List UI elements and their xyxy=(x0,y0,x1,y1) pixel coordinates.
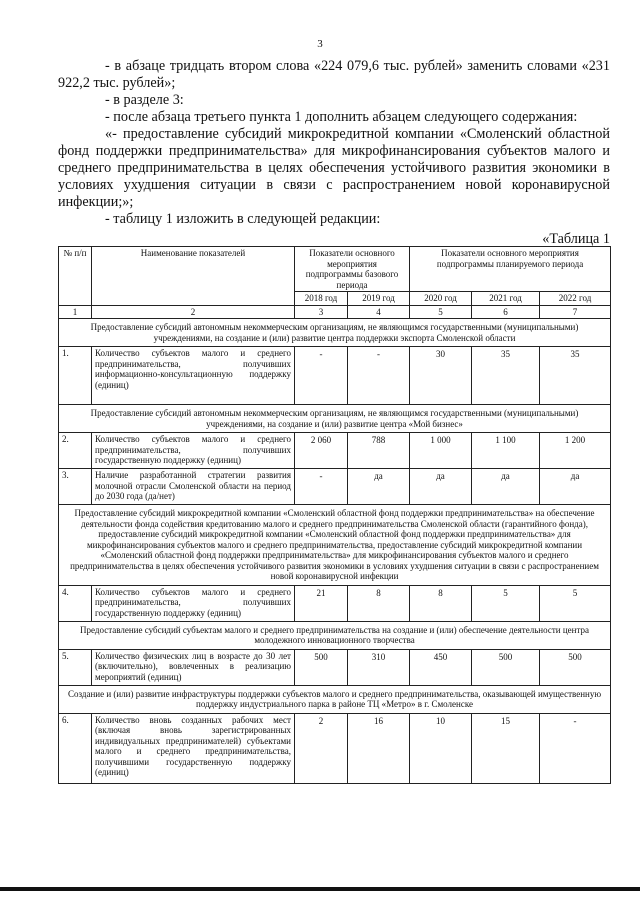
value-2019: 8 xyxy=(348,585,410,621)
value-2020: 10 xyxy=(410,713,472,783)
value-2020: 450 xyxy=(410,649,472,685)
value-2020: да xyxy=(410,469,472,505)
col-number: 7 xyxy=(540,305,611,319)
col-number: 5 xyxy=(410,305,472,319)
scan-edge-bar xyxy=(0,887,640,891)
value-2022: да xyxy=(540,469,611,505)
section-row xyxy=(59,505,611,586)
section-row xyxy=(59,685,611,713)
indicator-name: Количество субъектов малого и среднего предпринимательства, получивших государственную поддержку (единиц) xyxy=(92,433,295,469)
value-2022: 1 200 xyxy=(540,433,611,469)
section-title: Предоставление субсидий микрокредитной компании «Смоленский областной фонд поддержки предпринимательства» на обеспечение деятельности фонда содействия кредитованию малого и среднего предпринимательства Смоленской области (гарантийного фонда), предоставление субсидий микрокредитной компании «Смоленский областной фонд поддержки предпринимательства» для микрофинансирования субъектов малого и среднего предпринимательства, предоставление субсидий микрокредитной компании «Смоленский областной фонд поддержки предпринимательства» для микрофинансирования субъектов малого и среднего предпринимательства в целях обеспечения устойчивого развития экономики в условиях ухудшения ситуации в связи с распространением новой коронавирусной инфекции xyxy=(59,505,611,586)
page-number: 3 xyxy=(317,38,323,50)
col-number: 4 xyxy=(348,305,410,319)
value-2021: 5 xyxy=(472,585,540,621)
value-2021: 15 xyxy=(472,713,540,783)
indicator-name: Количество субъектов малого и среднего предпринимательства, получивших информационно-консультационную поддержку (единиц) xyxy=(92,347,295,405)
value-2020: 8 xyxy=(410,585,472,621)
paragraph-3: - после абзаца третьего пункта 1 дополнить абзацем следующего содержания: xyxy=(105,109,578,125)
indicator-name: Наличие разработанной стратегии развития молочной отрасли Смоленской области на период до 2030 года (да/нет) xyxy=(92,469,295,505)
table-row xyxy=(59,433,611,469)
table-header-row xyxy=(59,247,611,292)
column-numbers-row xyxy=(59,305,611,319)
row-number: 6. xyxy=(59,713,92,783)
value-2021: 500 xyxy=(472,649,540,685)
table-row xyxy=(59,585,611,621)
value-2018: 500 xyxy=(295,649,348,685)
header-plan-period: Показатели основного мероприятия подпрограммы планируемого периода xyxy=(410,247,611,292)
value-2021: 1 100 xyxy=(472,433,540,469)
section-title: Создание и (или) развитие инфраструктуры поддержки субъектов малого и среднего предпринимательства, оказывающей имущественную поддержку индустриального парка в районе ТЦ «Метро» в г. Смоленске xyxy=(59,685,611,713)
value-2020: 1 000 xyxy=(410,433,472,469)
indicator-name: Количество субъектов малого и среднего предпринимательства, получивших государственную поддержку (единиц) xyxy=(92,585,295,621)
indicator-name: Количество вновь созданных рабочих мест (включая вновь зарегистрированных индивидуальных предпринимателей) субъектами малого и среднего предпринимательства, получившими государственную поддержку (единиц) xyxy=(92,713,295,783)
col-number: 1 xyxy=(59,305,92,319)
indicators-table xyxy=(58,246,611,784)
row-number: 5. xyxy=(59,649,92,685)
value-2019: 16 xyxy=(348,713,410,783)
paragraph-2: - в разделе 3: xyxy=(105,92,184,108)
table-row xyxy=(59,347,611,405)
year-2021: 2021 год xyxy=(472,292,540,306)
paragraph-5: - таблицу 1 изложить в следующей редакции: xyxy=(105,211,381,227)
value-2019: - xyxy=(348,347,410,405)
paragraph-1: - в абзаце тридцать втором слова «224 079,6 тыс. рублей» заменить словами «231 922,2 тыс. рублей»; xyxy=(58,58,610,91)
header-name: Наименование показателей xyxy=(92,247,295,306)
value-2019: 788 xyxy=(348,433,410,469)
col-number: 6 xyxy=(472,305,540,319)
value-2018: 21 xyxy=(295,585,348,621)
value-2022: 500 xyxy=(540,649,611,685)
value-2018: 2 xyxy=(295,713,348,783)
value-2022: - xyxy=(540,713,611,783)
value-2022: 35 xyxy=(540,347,611,405)
table-row xyxy=(59,713,611,783)
row-number: 1. xyxy=(59,347,92,405)
header-num: № п/п xyxy=(59,247,92,306)
value-2022: 5 xyxy=(540,585,611,621)
section-row xyxy=(59,621,611,649)
value-2018: - xyxy=(295,469,348,505)
section-title: Предоставление субсидий автономным некоммерческим организациям, не являющимся государственными (муниципальными) учреждениями, на создание и (или) развитие центра поддержки экспорта Смоленской области xyxy=(59,319,611,347)
value-2021: да xyxy=(472,469,540,505)
section-row xyxy=(59,405,611,433)
year-2020: 2020 год xyxy=(410,292,472,306)
value-2018: - xyxy=(295,347,348,405)
year-2019: 2019 год xyxy=(348,292,410,306)
value-2019: 310 xyxy=(348,649,410,685)
row-number: 3. xyxy=(59,469,92,505)
indicator-name: Количество физических лиц в возрасте до 30 лет (включительно), вовлеченных в реализацию мероприятий (единиц) xyxy=(92,649,295,685)
year-2018: 2018 год xyxy=(295,292,348,306)
year-2022: 2022 год xyxy=(540,292,611,306)
row-number: 4. xyxy=(59,585,92,621)
table-caption: «Таблица 1 xyxy=(542,231,610,247)
col-number: 2 xyxy=(92,305,295,319)
value-2020: 30 xyxy=(410,347,472,405)
header-base-period: Показатели основного мероприятия подпрограммы базового периода xyxy=(295,247,410,292)
table-row xyxy=(59,649,611,685)
value-2018: 2 060 xyxy=(295,433,348,469)
body-text xyxy=(58,58,610,228)
table-row xyxy=(59,469,611,505)
paragraph-4: «- предоставление субсидий микрокредитной компании «Смоленский областной фонд поддержки предпринимательства» для микрофинансирования субъектов малого и среднего предпринимательства в целях обеспечения устойчивого развития экономики в условиях ухудшения ситуации в связи с распространением новой коронавирусной инфекции;»; xyxy=(58,126,610,210)
section-title: Предоставление субсидий автономным некоммерческим организациям, не являющимся государственными (муниципальными) учреждениями, на создание и (или) развитие центра «Мой бизнес» xyxy=(59,405,611,433)
value-2021: 35 xyxy=(472,347,540,405)
value-2019: да xyxy=(348,469,410,505)
section-title: Предоставление субсидий субъектам малого и среднего предпринимательства на создание и (или) обеспечение деятельности центра молодежного инновационного творчества xyxy=(59,621,611,649)
row-number: 2. xyxy=(59,433,92,469)
section-row xyxy=(59,319,611,347)
col-number: 3 xyxy=(295,305,348,319)
